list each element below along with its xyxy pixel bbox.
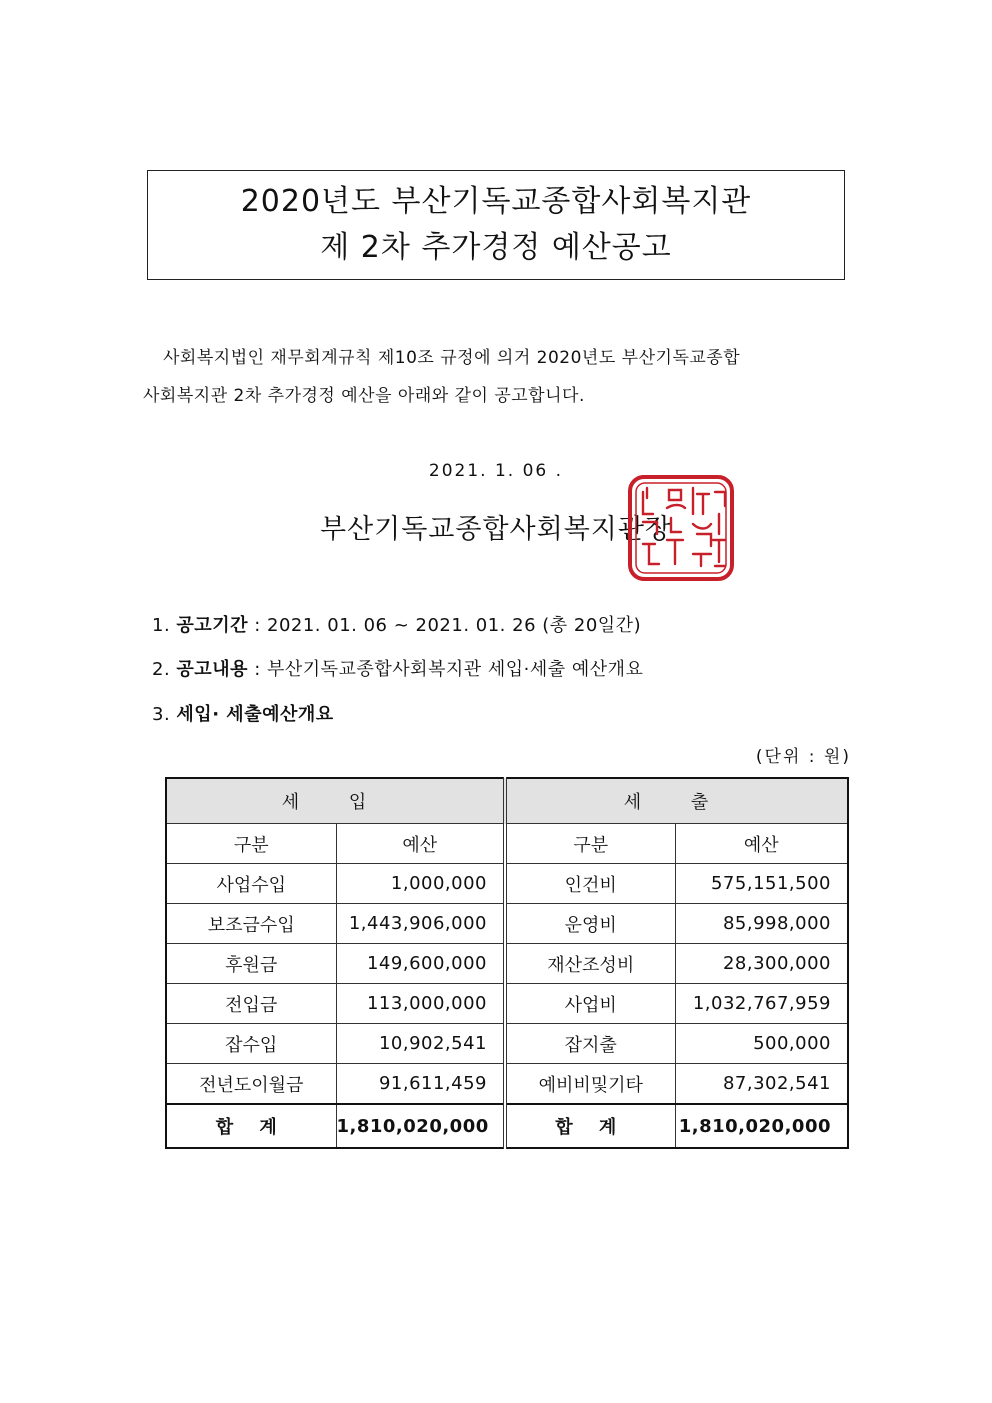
info-item-2-separator: : <box>247 659 267 680</box>
expense-amount: 28,300,000 <box>675 944 848 984</box>
expense-category-header: 구분 <box>505 824 675 864</box>
info-item-1 <box>152 611 641 637</box>
income-amount: 10,902,541 <box>336 1024 505 1064</box>
income-section-title: 세 입 <box>166 778 505 824</box>
total-row <box>166 1104 848 1148</box>
income-category: 전입금 <box>166 984 336 1024</box>
table-row <box>166 1064 848 1105</box>
table-row <box>166 984 848 1024</box>
budget-table <box>165 777 849 1149</box>
table-row <box>166 864 848 904</box>
expense-amount: 87,302,541 <box>675 1064 848 1105</box>
income-amount: 149,600,000 <box>336 944 505 984</box>
info-item-3-number: 3. <box>152 704 171 725</box>
income-category: 보조금수입 <box>166 904 336 944</box>
info-item-1-label: 공고기간 <box>176 615 248 636</box>
info-item-1-value: 2021. 01. 06 ~ 2021. 01. 26 (총 20일간) <box>267 615 642 636</box>
income-category-header: 구분 <box>166 824 336 864</box>
expense-amount: 575,151,500 <box>675 864 848 904</box>
income-category: 전년도이월금 <box>166 1064 336 1105</box>
expense-amount: 500,000 <box>675 1024 848 1064</box>
income-amount: 113,000,000 <box>336 984 505 1024</box>
info-item-2-number: 2. <box>152 659 171 680</box>
intro-line-1: 사회복지법인 재무회계규칙 제10조 규정에 의거 2020년도 부산기독교종합 <box>163 348 741 368</box>
income-amount: 91,611,459 <box>336 1064 505 1105</box>
column-header-row <box>166 824 848 864</box>
info-item-1-number: 1. <box>152 615 171 636</box>
info-item-3-label: 세입· 세출예산개요 <box>176 704 334 725</box>
intro-line-2: 사회복지관 2차 추가경정 예산을 아래와 같이 공고합니다. <box>143 386 585 406</box>
expense-category: 잡지출 <box>505 1024 675 1064</box>
expense-category: 사업비 <box>505 984 675 1024</box>
expense-category: 운영비 <box>505 904 675 944</box>
income-total-label: 합 계 <box>166 1104 336 1148</box>
income-budget-header: 예산 <box>336 824 505 864</box>
expense-total-label: 합 계 <box>505 1104 675 1148</box>
info-item-2 <box>152 655 643 681</box>
table-row <box>166 904 848 944</box>
table-row <box>166 1024 848 1064</box>
income-category: 사업수입 <box>166 864 336 904</box>
section-header-row <box>166 778 848 824</box>
unit-note: (단위 : 원) <box>755 747 851 767</box>
expense-total-amount: 1,810,020,000 <box>675 1104 848 1148</box>
income-amount: 1,000,000 <box>336 864 505 904</box>
expense-amount: 85,998,000 <box>675 904 848 944</box>
info-item-3 <box>152 700 334 726</box>
title-line-1: 2020년도 부산기독교종합사회복지관 <box>240 184 752 219</box>
income-category: 후원금 <box>166 944 336 984</box>
intro-paragraph <box>143 339 853 415</box>
info-item-2-value: 부산기독교종합사회복지관 세입·세출 예산개요 <box>267 659 644 680</box>
official-seal-icon <box>627 474 735 582</box>
title-line-2: 제 2차 추가경정 예산공고 <box>320 230 672 265</box>
expense-section-title: 세 출 <box>505 778 848 824</box>
announcement-date: 2021. 1. 06 . <box>428 461 564 481</box>
table-row <box>166 944 848 984</box>
expense-category: 재산조성비 <box>505 944 675 984</box>
signer-name: 부산기독교종합사회복지관장 <box>319 514 673 545</box>
info-item-2-label: 공고내용 <box>176 659 248 680</box>
expense-budget-header: 예산 <box>675 824 848 864</box>
expense-category: 인건비 <box>505 864 675 904</box>
income-total-amount: 1,810,020,000 <box>336 1104 505 1148</box>
income-category: 잡수입 <box>166 1024 336 1064</box>
info-item-1-separator: : <box>247 615 267 636</box>
expense-amount: 1,032,767,959 <box>675 984 848 1024</box>
title-box <box>147 170 845 280</box>
income-amount: 1,443,906,000 <box>336 904 505 944</box>
expense-category: 예비비및기타 <box>505 1064 675 1105</box>
